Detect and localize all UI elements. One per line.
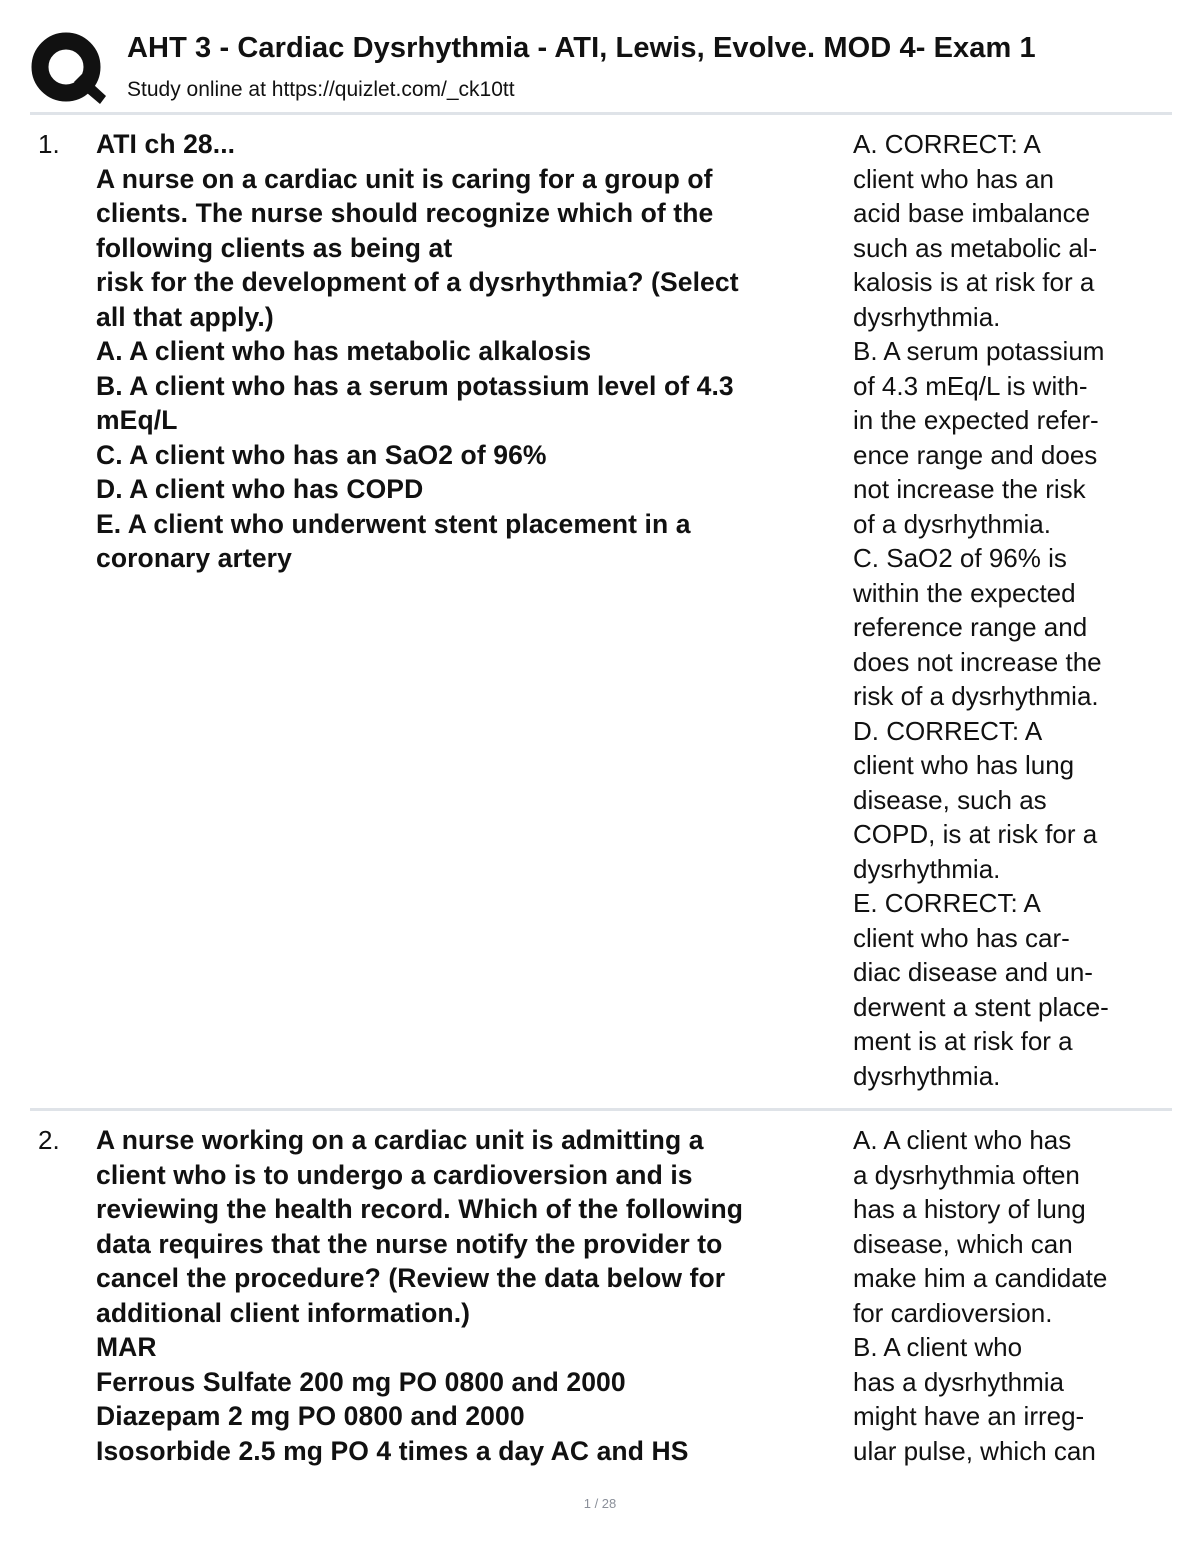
answer-line: in the expected refer- <box>853 405 1099 435</box>
page-title: AHT 3 - Cardiac Dysrhythmia - ATI, Lewis, Evolve. MOD 4- Exam 1 <box>127 32 1036 64</box>
answer-line: ular pulse, which can <box>853 1435 1096 1466</box>
answer-line: a dysrhythmia often <box>853 1159 1080 1190</box>
answer-line: within the expected <box>853 577 1076 608</box>
question-line: Ferrous Sulfate 200 mg PO 0800 and 2000 <box>96 1366 626 1397</box>
answer-line: client who has an <box>853 163 1054 194</box>
card-divider <box>30 1108 1172 1111</box>
question-line: B. A client who has a serum potassium level of 4.3 <box>96 370 734 401</box>
question-text <box>96 1123 856 1468</box>
question-line: Diazepam 2 mg PO 0800 and 2000 <box>96 1401 525 1431</box>
header-divider <box>30 112 1172 115</box>
question-line: mEq/L <box>96 405 178 435</box>
answer-line: has a dysrhythmia <box>853 1366 1064 1397</box>
answer-line: such as metabolic al- <box>853 232 1098 263</box>
answer-line: E. CORRECT: A <box>853 888 1041 918</box>
answer-line: dysrhythmia. <box>853 1060 1001 1091</box>
question-line: Isosorbide 2.5 mg PO 4 times a day AC and HS <box>96 1435 689 1466</box>
answer-line: kalosis is at risk for a <box>853 267 1095 297</box>
question-line: following clients as being at <box>96 232 453 263</box>
question-line: risk for the development of a dysrhythmia? (Select <box>96 267 739 297</box>
answer-line: A. A client who has <box>853 1125 1072 1155</box>
answer-line: ence range and does <box>853 439 1098 470</box>
answer-line: ment is at risk for a <box>853 1026 1073 1056</box>
question-line: clients. The nurse should recognize which of the <box>96 198 714 228</box>
answer-line: does not increase the <box>853 646 1102 677</box>
question-line: C. A client who has an SaO2 of 96% <box>96 439 547 470</box>
card-number: 2. <box>38 1125 60 1155</box>
answer-text <box>853 127 1173 1093</box>
answer-line: of 4.3 mEq/L is with- <box>853 370 1088 401</box>
question-line: A nurse on a cardiac unit is caring for a group of <box>96 163 713 194</box>
question-line: additional client information.) <box>96 1297 471 1328</box>
question-line: client who is to undergo a cardioversion and is <box>96 1159 693 1190</box>
question-line: A. A client who has metabolic alkalosis <box>96 336 592 366</box>
answer-line: COPD, is at risk for a <box>853 819 1098 849</box>
question-line: A nurse working on a cardiac unit is admitting a <box>96 1125 704 1155</box>
question-line: data requires that the nurse notify the provider to <box>96 1228 723 1259</box>
answer-line: of a dysrhythmia. <box>853 508 1051 539</box>
answer-text <box>853 1123 1173 1468</box>
answer-line: A. CORRECT: A <box>853 129 1041 159</box>
question-line: E. A client who underwent stent placement in a <box>96 508 691 539</box>
answer-line: risk of a dysrhythmia. <box>853 681 1099 711</box>
question-line: coronary artery <box>96 543 292 573</box>
question-text <box>96 127 856 576</box>
answer-line: disease, which can <box>853 1228 1073 1259</box>
answer-line: disease, such as <box>853 784 1047 815</box>
answer-line: for cardioversion. <box>853 1297 1053 1328</box>
answer-line: D. CORRECT: A <box>853 715 1043 746</box>
answer-line: not increase the risk <box>853 474 1086 504</box>
card-number: 1. <box>38 129 60 159</box>
answer-line: has a history of lung <box>853 1194 1086 1224</box>
question-line: MAR <box>96 1332 157 1362</box>
answer-line: might have an irreg- <box>853 1401 1085 1431</box>
answer-line: reference range and <box>853 612 1088 642</box>
answer-line: client who has car- <box>853 922 1070 953</box>
answer-line: dysrhythmia. <box>853 853 1001 884</box>
answer-line: derwent a stent place- <box>853 991 1109 1022</box>
answer-line: B. A serum potassium <box>853 336 1105 366</box>
question-line: reviewing the health record. Which of the following <box>96 1194 744 1224</box>
question-line: D. A client who has COPD <box>96 474 424 504</box>
study-online-link[interactable]: Study online at https://quizlet.com/_ck10tt <box>127 78 515 101</box>
answer-line: diac disease and un- <box>853 957 1093 987</box>
page-indicator: 1 / 28 <box>583 1496 617 1511</box>
question-line: cancel the procedure? (Review the data below for <box>96 1263 726 1293</box>
question-line: all that apply.) <box>96 301 274 332</box>
question-line: ATI ch 28... <box>96 129 236 159</box>
answer-line: make him a candidate <box>853 1263 1108 1293</box>
answer-line: B. A client who <box>853 1332 1023 1362</box>
answer-line: C. SaO2 of 96% is <box>853 543 1067 573</box>
answer-line: dysrhythmia. <box>853 301 1001 332</box>
answer-line: acid base imbalance <box>853 198 1091 228</box>
answer-line: client who has lung <box>853 750 1075 780</box>
quizlet-q-logo-icon <box>30 30 106 106</box>
